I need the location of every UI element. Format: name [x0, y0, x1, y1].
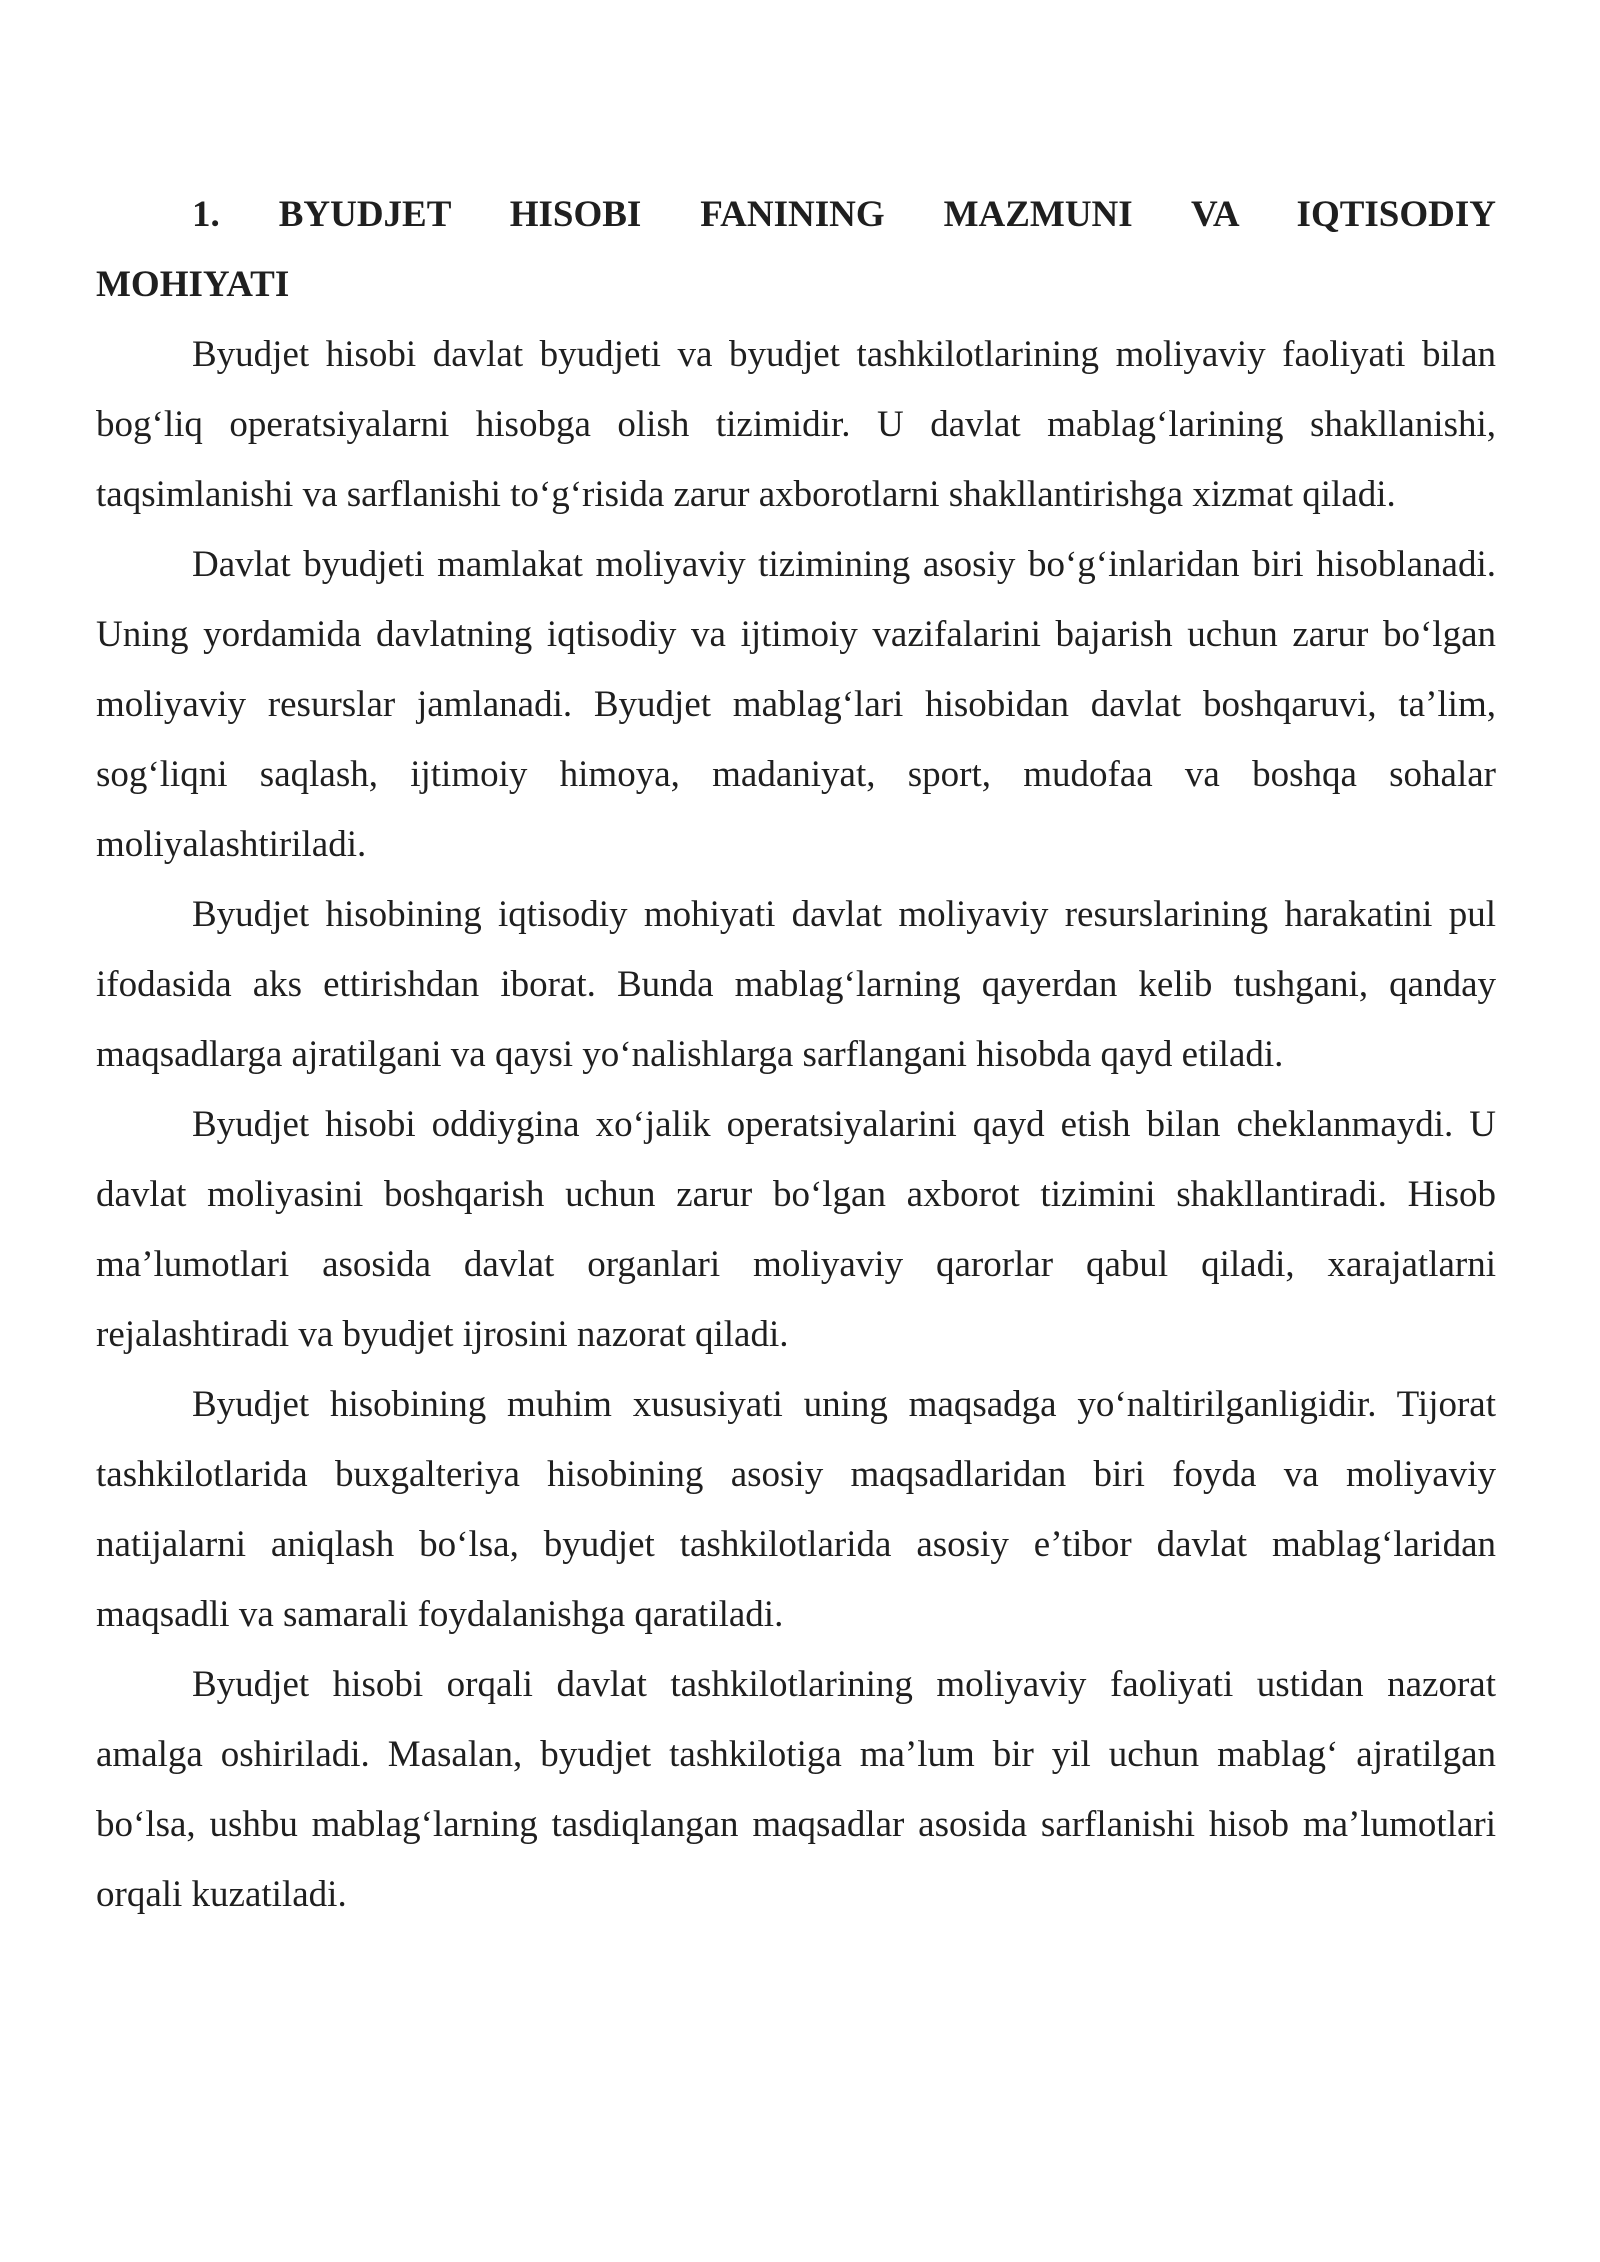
- paragraph-3: Byudjet hisobining iqtisodiy mohiyati davlat moliyaviy resurslarining harakatini pul ifodasida aks ettirishdan iborat. Bunda mablag‘larning qayerdan kelib tushgani, qanday maqsadlarga ajratilgani va qaysi yo‘nalishlarga sarflangani hisobda qayd etiladi.: [96, 894, 1496, 1075]
- paragraph-6: Byudjet hisobi orqali davlat tashkilotlarining moliyaviy faoliyati ustidan nazorat amalga oshiriladi. Masalan, byudjet tashkilotiga ma’lum bir yil uchun mablag‘ ajratilgan bo‘lsa, ushbu mablag‘larning tasdiqlangan maqsadlar asosida sarflanishi hisob ma’lumotlari orqali kuzatiladi.: [96, 1664, 1496, 1915]
- paragraph-2: Davlat byudjeti mamlakat moliyaviy tizimining asosiy bo‘g‘inlaridan biri hisoblanadi. Uning yordamida davlatning iqtisodiy va ijtimoiy vazifalarini bajarish uchun zarur bo‘lgan moliyaviy resurslar jamlanadi. Byudjet mablag‘lari hisobidan davlat boshqaruvi, ta’lim, sog‘liqni saqlash, ijtimoiy himoya, madaniyat, sport, mudofaa va boshqa sohalar moliyalashtiriladi.: [96, 544, 1496, 865]
- paragraph-4: Byudjet hisobi oddiygina xo‘jalik operatsiyalarini qayd etish bilan cheklanmaydi. U davlat moliyasini boshqarish uchun zarur bo‘lgan axborot tizimini shakllantiradi. Hisob ma’lumotlari asosida davlat organlari moliyaviy qarorlar qabul qiladi, xarajatlarni rejalashtiradi va byudjet ijrosini nazorat qiladi.: [96, 1104, 1496, 1355]
- section-heading: 1. BYUDJET HISOBI FANINING MAZMUNI VA IQTISODIY MOHIYATI: [96, 194, 1496, 305]
- document-body: [96, 180, 1496, 1930]
- paragraph-1: Byudjet hisobi davlat byudjeti va byudjet tashkilotlarining moliyaviy faoliyati bilan bog‘liq operatsiyalarni hisobga olish tizimidir. U davlat mablag‘larining shakllanishi, taqsimlanishi va sarflanishi to‘g‘risida zarur axborotlarni shakllantirishga xizmat qiladi.: [96, 334, 1496, 515]
- paragraph-5: Byudjet hisobining muhim xususiyati uning maqsadga yo‘naltirilganligidir. Tijorat tashkilotlarida buxgalteriya hisobining asosiy maqsadlaridan biri foyda va moliyaviy natijalarni aniqlash bo‘lsa, byudjet tashkilotlarida asosiy e’tibor davlat mablag‘laridan maqsadli va samarali foydalanishga qaratiladi.: [96, 1384, 1496, 1635]
